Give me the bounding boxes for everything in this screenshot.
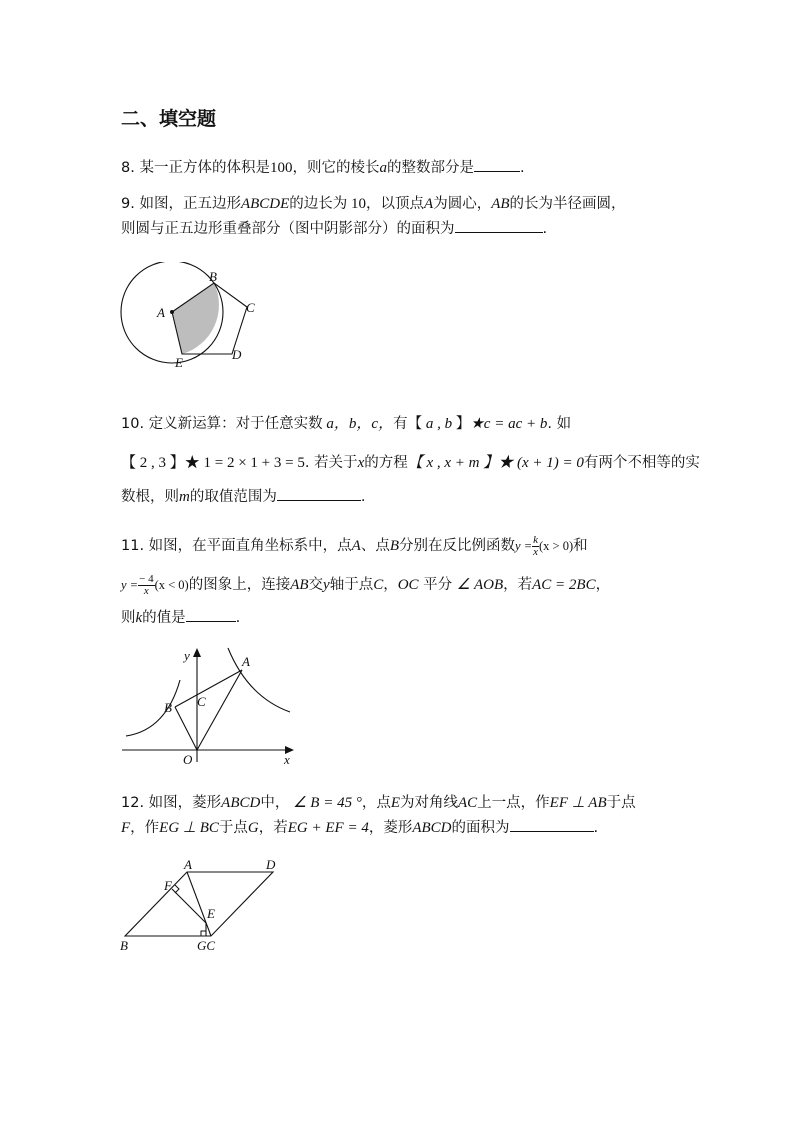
q11-c: C [373,577,384,593]
q11-text: 分别在反比例函数 [399,538,516,554]
q10-text: 数根，则 [121,489,179,505]
q10-bracket: 】 [455,416,471,432]
q11-f2-lhs: y = [121,578,139,592]
question-11-line1 [121,534,588,558]
q12-rhombus: ABCD [412,820,452,836]
q11-text: 交 [308,577,324,593]
q11-answer-blank[interactable] [186,607,236,622]
q10-text: . 如 [547,416,572,432]
label-a: A [242,654,250,669]
q8-number: 8. [121,160,135,176]
segment-ef [172,889,206,923]
q9-text: ，以顶点 [366,196,425,212]
q10-end: . [360,489,366,505]
q11-number: 11. [121,538,145,554]
curve-positive [228,648,290,712]
q12-sum: EG + EF = 4 [287,820,369,836]
q12-number: 12. [121,795,145,811]
q9-text: 的边长为 [289,196,348,212]
q11-f2-frac [138,574,154,597]
q11-text: 平分 [418,577,457,593]
question-11-line2 [121,573,610,597]
question-10-line3 [121,485,365,506]
q12-f: F [121,820,131,836]
q11-text: ，若 [503,577,533,593]
q9-segment-ab: AB [491,196,510,212]
q12-text: 的面积为 [451,820,510,836]
q11-f1-num: k [533,533,539,546]
q9-end: . [542,221,548,237]
q10-vars: a，b，c， [322,416,394,432]
q10-def-ab: a , b [422,416,456,432]
question-9-line2 [121,217,547,238]
q12-text: ，菱形 [368,820,413,836]
q11-k: k [135,610,143,626]
q11-text: ， [595,577,611,593]
q12-end: . [593,820,599,836]
q9-text: 则圆与正五边形重叠部分（图中阴影部分）的面积为 [121,221,455,237]
q11-text: 的图象上，连接 [188,577,291,593]
q8-text: 某一正方体的体积是 [139,160,270,176]
label-c: C [197,694,206,709]
q11-text: ， [383,577,398,593]
q12-ef: EF ⊥ AB [549,795,607,811]
q8-end: . [519,160,525,176]
q11-text: 轴于点 [329,577,374,593]
label-b: B [164,700,172,715]
q10-answer-blank[interactable] [277,486,361,501]
y-axis-arrow [193,648,201,657]
label-c: C [246,300,255,315]
label-e: E [175,355,183,370]
q11-angle: ∠ AOB [456,577,504,593]
q11-f2-den: x [143,584,149,597]
diagonal-ac [187,872,211,936]
q10-def-rest: ★c = ac + b [470,416,548,432]
segment-ob [175,707,197,750]
q12-text: 于点 [218,820,248,836]
center-dot [170,310,174,314]
question-12-line1 [121,791,636,812]
q11-f1-frac [532,535,539,558]
q8-var: a [379,160,387,176]
label-gc: GC [197,938,216,953]
q9-length: 10 [347,196,367,212]
figure-12-rhombus [115,856,290,954]
label-a: A [184,857,192,872]
q11-text: 的值是 [142,610,186,626]
q12-angle-b: ∠ B = 45 ° [289,795,362,811]
q8-answer-blank[interactable] [474,157,520,172]
label-o: O [183,752,193,767]
q10-bracket: 【 [407,416,423,432]
q11-end: . [235,610,241,626]
label-b: B [120,938,128,953]
label-y: y [184,648,190,663]
q11-point-b: B [389,538,400,554]
q11-point-a: A [351,538,361,554]
q12-g: G [247,820,259,836]
label-b: B [209,269,217,284]
q11-text: 、点 [360,538,390,554]
q10-text: 的方程 [364,455,408,471]
section-title: 二、填空题 [121,108,217,130]
q11-y: y [323,577,330,593]
q11-f2-cond: (x < 0) [154,578,189,592]
q11-text: 和 [573,538,588,554]
question-12-line2 [121,816,598,837]
figure-9-circle-pentagon [118,262,278,374]
q10-text: 有两个不相等的实 [583,455,700,471]
q11-oc: OC [397,577,419,593]
q8-text: ，则它的棱长 [292,160,380,176]
q12-e: E [390,795,400,811]
q12-ac: AC [458,795,478,811]
label-x: x [284,752,290,767]
q9-point-a: A [424,196,434,212]
question-11-line3 [121,606,240,627]
q9-text: 如图，正五边形 [139,196,241,212]
label-f: F [164,878,172,893]
q10-number: 10. [121,416,145,432]
question-9-line1 [121,192,626,213]
q10-equation: 【 x , x + m 】★ (x + 1) = 0 [407,455,584,471]
label-e: E [207,906,215,921]
q12-text: ，作 [130,820,160,836]
q12-text: 为对角线 [400,795,458,811]
q10-text: 有 [393,416,408,432]
label-d: D [232,347,242,362]
q12-text: 中， [260,795,290,811]
q9-text: 的长为半径画圆， [509,196,626,212]
q11-f1-lhs: y = [515,539,533,553]
q11-text: 则 [121,610,136,626]
q10-x: x [357,455,365,471]
q12-answer-blank[interactable] [510,817,594,832]
q8-volume: 100 [269,160,293,176]
right-angle-mark-g [201,931,206,936]
q11-ab: AB [290,577,309,593]
q8-text: 的整数部分是 [386,160,474,176]
q12-text: 上一点，作 [477,795,550,811]
label-d: D [266,857,276,872]
question-8 [121,156,525,177]
q11-text: 如图，在平面直角坐标系中，点 [148,538,352,554]
q12-rhombus: ABCD [221,795,261,811]
q12-eg: EG ⊥ BC [159,820,219,836]
question-10-line1 [121,412,571,433]
q9-text: 为圆心， [433,196,492,212]
q9-polygon: ABCDE [240,196,290,212]
q12-text: ，点 [361,795,391,811]
q10-text: 定义新运算：对于任意实数 [148,416,323,432]
right-angle-mark-f [175,885,179,893]
q12-text: 如图，菱形 [148,795,222,811]
q9-answer-blank[interactable] [455,218,543,233]
label-a: A [157,305,165,320]
q11-f1-cond: (x > 0) [539,539,574,553]
q11-f2-num: − 4 [139,572,154,585]
question-10-line2 [121,451,700,472]
q11-f1-den: x [533,545,539,558]
q9-number: 9. [121,196,135,212]
q10-text: 的取值范围为 [189,489,277,505]
q12-text: ，若 [258,820,288,836]
q12-text: 于点 [606,795,636,811]
q10-text: . 若关于 [304,455,358,471]
figure-11-coordinate-plane [118,642,300,768]
q10-example: 【 2 , 3 】★ 1 = 2 × 1 + 3 = 5 [121,455,305,471]
q11-ratio: AC = 2BC [532,577,596,593]
q10-m: m [179,489,190,505]
